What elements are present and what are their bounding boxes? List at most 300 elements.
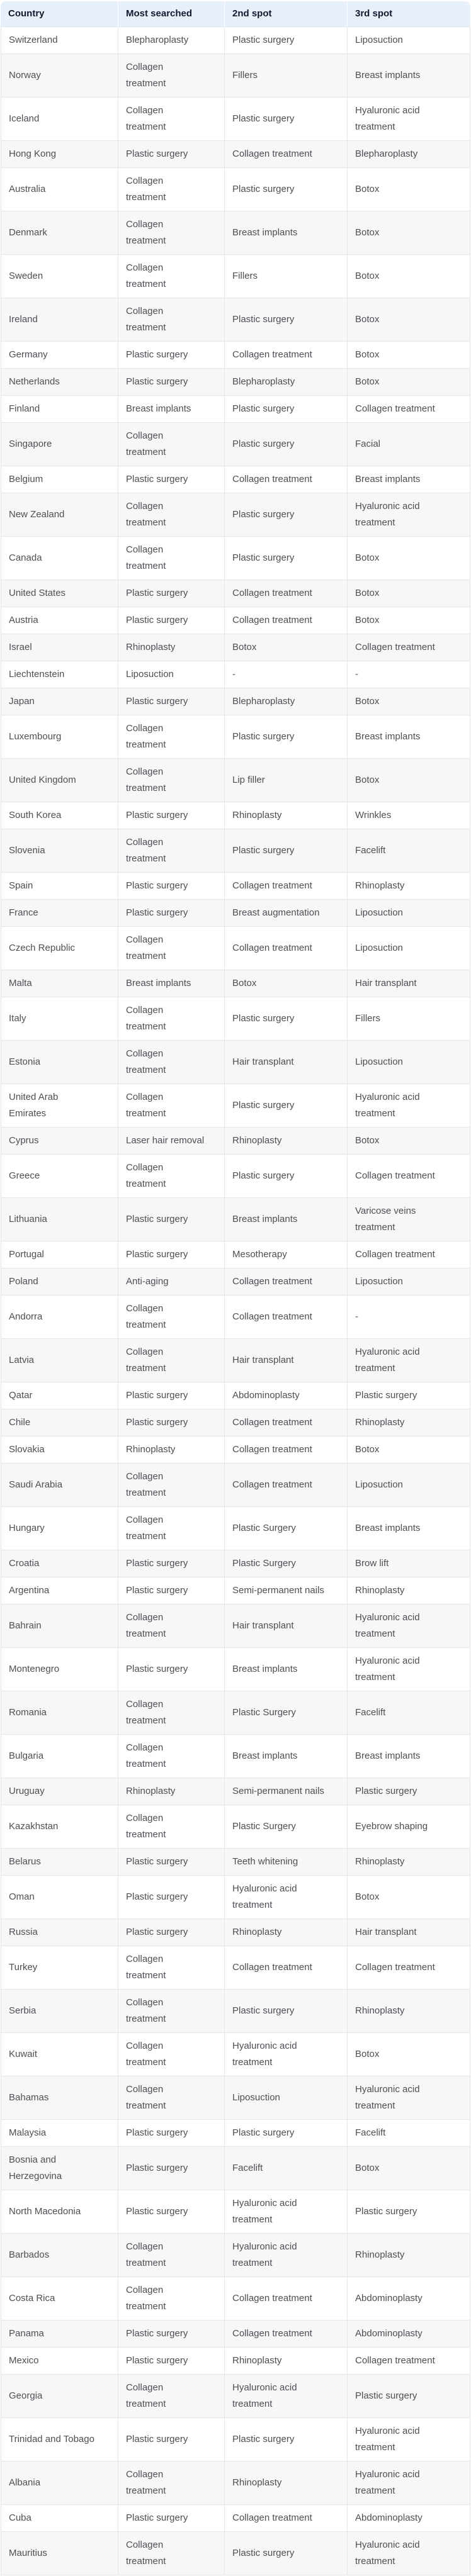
cell-text: Australia	[9, 184, 46, 194]
cell-text: Plastic surgery	[126, 588, 188, 598]
cell-3rd-spot	[348, 2234, 470, 2277]
cell-text: Facelift	[355, 1707, 386, 1718]
table-row	[1, 1084, 470, 1128]
table-row	[1, 98, 470, 141]
cell-text: Plastic surgery	[232, 2548, 295, 2558]
cell-country	[1, 1409, 118, 1436]
cell-3rd-spot	[348, 1241, 470, 1268]
cell-2nd-spot	[225, 98, 348, 141]
cell-3rd-spot	[348, 2033, 470, 2076]
cell-text: Collagen treatment	[126, 837, 166, 864]
cell-text: Collagen treatment	[126, 1813, 166, 1840]
table-row	[1, 1648, 470, 1691]
cell-text: Cuba	[9, 2512, 31, 2523]
cell-text: Liechtenstein	[9, 669, 65, 680]
cell-text: Plastic surgery	[355, 1390, 417, 1401]
cell-3rd-spot	[348, 1876, 470, 1919]
cell-2nd-spot	[225, 927, 348, 970]
cell-country	[1, 2532, 118, 2575]
cell-most-searched	[118, 1778, 225, 1805]
column-header-country	[1, 1, 118, 27]
cell-text: Collagen treatment	[126, 1005, 166, 1032]
cell-text: Breast implants	[355, 1523, 421, 1533]
cell-text: Turkey	[9, 1962, 38, 1973]
cell-country	[1, 2234, 118, 2277]
cell-most-searched	[118, 493, 225, 537]
cell-text: Rhinoplasty	[232, 2355, 282, 2366]
cell-text: Plastic surgery	[126, 148, 188, 159]
cell-text: Blepharoplasty	[232, 376, 295, 387]
cell-most-searched	[118, 1382, 225, 1409]
cell-most-searched	[118, 54, 225, 98]
column-header-label: Most searched	[126, 8, 193, 19]
cell-country	[1, 927, 118, 970]
cell-text: Mesotherapy	[232, 1249, 287, 1260]
table-row	[1, 1691, 470, 1735]
cell-country	[1, 537, 118, 580]
table-row	[1, 661, 470, 688]
cell-text: Plastic surgery	[126, 2163, 188, 2173]
cell-most-searched	[118, 1241, 225, 1268]
cell-3rd-spot	[348, 1778, 470, 1805]
cell-text: Plastic surgery	[355, 2206, 417, 2217]
cell-2nd-spot	[225, 298, 348, 342]
cell-text: Collagen treatment	[232, 880, 312, 891]
cell-text: Facelift	[232, 2163, 263, 2173]
cell-2nd-spot	[225, 1691, 348, 1735]
table-row	[1, 1128, 470, 1155]
cell-text: Plastic surgery	[126, 2434, 188, 2444]
cell-text: Botox	[355, 1444, 380, 1455]
cell-text: Hair transplant	[355, 978, 417, 988]
cell-3rd-spot	[348, 1990, 470, 2033]
procedures-table-container	[1, 1, 470, 2575]
cell-most-searched	[118, 2120, 225, 2147]
cell-text: Plastic surgery	[126, 349, 188, 360]
cell-most-searched	[118, 1198, 225, 1241]
cell-most-searched	[118, 802, 225, 829]
table-row	[1, 342, 470, 369]
table-row	[1, 168, 470, 211]
cell-text: Plastic Surgery	[232, 1558, 296, 1569]
cell-most-searched	[118, 688, 225, 715]
cell-text: Iceland	[9, 113, 40, 124]
table-row	[1, 715, 470, 759]
cell-text: Hair transplant	[232, 1056, 294, 1067]
cell-text: Eyebrow shaping	[355, 1821, 428, 1832]
cell-most-searched	[118, 759, 225, 802]
cell-text: North Macedonia	[9, 2206, 81, 2217]
cell-text: Poland	[9, 1276, 38, 1287]
cell-text: Austria	[9, 615, 38, 625]
cell-text: Collagen treatment	[126, 1612, 166, 1639]
cell-text: Semi-permanent nails	[232, 1786, 324, 1796]
cell-text: Breast implants	[232, 227, 298, 238]
cell-text: Collagen treatment	[126, 262, 166, 289]
cell-3rd-spot	[348, 1550, 470, 1577]
cell-2nd-spot	[225, 1084, 348, 1128]
cell-3rd-spot	[348, 255, 470, 298]
cell-most-searched	[118, 1041, 225, 1084]
cell-2nd-spot	[225, 537, 348, 580]
cell-2nd-spot	[225, 1507, 348, 1550]
table-row	[1, 2147, 470, 2190]
cell-text: Collagen treatment	[126, 2041, 166, 2068]
cell-text: Fillers	[355, 1013, 380, 1024]
cell-text: Collagen treatment	[355, 403, 435, 414]
cell-text: Botox	[355, 376, 380, 387]
table-row	[1, 1464, 470, 1507]
cell-country	[1, 2190, 118, 2234]
cell-2nd-spot	[225, 342, 348, 369]
table-row	[1, 1198, 470, 1241]
cell-text: Cyprus	[9, 1135, 39, 1146]
cell-2nd-spot	[225, 802, 348, 829]
cell-most-searched	[118, 1849, 225, 1876]
cell-3rd-spot	[348, 1849, 470, 1876]
cell-most-searched	[118, 1648, 225, 1691]
cell-3rd-spot	[348, 2505, 470, 2532]
cell-2nd-spot	[225, 1919, 348, 1946]
cell-text: Germany	[9, 349, 48, 360]
cell-text: Plastic surgery	[126, 1558, 188, 1569]
cell-text: Rhinoplasty	[126, 642, 176, 652]
cell-country	[1, 1436, 118, 1464]
cell-text: Breast implants	[232, 1750, 298, 1761]
cell-most-searched	[118, 1268, 225, 1296]
table-row	[1, 1296, 470, 1339]
cell-text: Argentina	[9, 1585, 50, 1596]
cell-text: Wrinkles	[355, 810, 392, 820]
cell-2nd-spot	[225, 1198, 348, 1241]
cell-2nd-spot	[225, 2234, 348, 2277]
cell-country	[1, 607, 118, 634]
cell-text: Plastic surgery	[232, 1100, 295, 1111]
cell-2nd-spot	[225, 1735, 348, 1778]
cell-most-searched	[118, 2418, 225, 2461]
table-row	[1, 1946, 470, 1990]
cell-country	[1, 1550, 118, 1577]
cell-most-searched	[118, 2076, 225, 2120]
cell-2nd-spot	[225, 1382, 348, 1409]
table-row	[1, 1155, 470, 1198]
cell-3rd-spot	[348, 1041, 470, 1084]
cell-text: Singapore	[9, 439, 52, 449]
cell-text: Collagen treatment	[355, 1962, 435, 1973]
cell-most-searched	[118, 1550, 225, 1577]
cell-text: Collagen treatment	[126, 1162, 166, 1189]
cell-3rd-spot	[348, 2190, 470, 2234]
cell-text: Botox	[355, 184, 380, 194]
cell-text: Collagen treatment	[126, 306, 166, 333]
cell-3rd-spot	[348, 688, 470, 715]
cell-2nd-spot	[225, 1409, 348, 1436]
cell-text: Hyaluronic acid treatment	[355, 105, 420, 132]
cell-text: Plastic Surgery	[232, 1523, 296, 1533]
cell-2nd-spot	[225, 2375, 348, 2418]
table-row	[1, 2418, 470, 2461]
cell-text: Rhinoplasty	[232, 810, 282, 820]
table-row	[1, 970, 470, 997]
cell-country	[1, 1849, 118, 1876]
cell-text: Anti-aging	[126, 1276, 169, 1287]
cell-country	[1, 54, 118, 98]
cell-country	[1, 168, 118, 211]
cell-text: Collagen treatment	[126, 2084, 166, 2111]
cell-2nd-spot	[225, 2348, 348, 2375]
cell-text: Georgia	[9, 2390, 43, 2401]
cell-text: Botox	[232, 978, 257, 988]
table-row	[1, 1382, 470, 1409]
cell-text: Denmark	[9, 227, 47, 238]
cell-text: France	[9, 907, 38, 918]
table-row	[1, 1241, 470, 1268]
table-row	[1, 211, 470, 255]
cell-text: Collagen treatment	[232, 2293, 312, 2304]
cell-text: Plastic surgery	[126, 2206, 188, 2217]
cell-text: Qatar	[9, 1390, 33, 1401]
cell-text: Latvia	[9, 1355, 35, 1365]
cell-2nd-spot	[225, 1604, 348, 1648]
cell-text: Plastic surgery	[126, 1856, 188, 1867]
table-row	[1, 1409, 470, 1436]
table-row	[1, 2234, 470, 2277]
cell-text: Lithuania	[9, 1214, 47, 1224]
cell-country	[1, 2120, 118, 2147]
cell-text: Teeth whitening	[232, 1856, 298, 1867]
cell-text: Plastic Surgery	[232, 1707, 296, 1718]
cell-2nd-spot	[225, 688, 348, 715]
cell-most-searched	[118, 927, 225, 970]
cell-text: Plastic surgery	[232, 552, 295, 563]
cell-3rd-spot	[348, 1128, 470, 1155]
cell-most-searched	[118, 298, 225, 342]
cell-text: Greece	[9, 1170, 40, 1181]
cell-most-searched	[118, 1577, 225, 1604]
cell-2nd-spot	[225, 1128, 348, 1155]
cell-2nd-spot	[225, 2076, 348, 2120]
cell-text: Collagen treatment	[126, 1699, 166, 1726]
cell-text: Montenegro	[9, 1664, 60, 1674]
table-row	[1, 1735, 470, 1778]
cell-2nd-spot	[225, 27, 348, 54]
cell-3rd-spot	[348, 2120, 470, 2147]
cell-text: Hair transplant	[232, 1355, 294, 1365]
table-row	[1, 255, 470, 298]
cell-country	[1, 369, 118, 396]
cell-2nd-spot	[225, 255, 348, 298]
cell-text: Plastic surgery	[232, 439, 295, 449]
cell-2nd-spot	[225, 1550, 348, 1577]
cell-text: Plastic surgery	[232, 731, 295, 742]
cell-2nd-spot	[225, 1946, 348, 1990]
cell-3rd-spot	[348, 2532, 470, 2575]
table-row	[1, 759, 470, 802]
cell-text: Botox	[355, 588, 380, 598]
cell-2nd-spot	[225, 1268, 348, 1296]
table-row	[1, 927, 470, 970]
cell-most-searched	[118, 2348, 225, 2375]
cell-country	[1, 1296, 118, 1339]
cell-text: Plastic surgery	[126, 474, 188, 484]
cell-country	[1, 1268, 118, 1296]
cell-text: Hyaluronic acid treatment	[232, 2382, 297, 2409]
table-row	[1, 396, 470, 423]
cell-country	[1, 1735, 118, 1778]
cell-text: Breast implants	[355, 1750, 421, 1761]
procedures-table	[1, 1, 470, 2575]
cell-text: Plastic surgery	[126, 1585, 188, 1596]
cell-most-searched	[118, 2234, 225, 2277]
cell-text: Plastic surgery	[126, 907, 188, 918]
cell-2nd-spot	[225, 2277, 348, 2321]
cell-2nd-spot	[225, 2418, 348, 2461]
table-row	[1, 688, 470, 715]
cell-country	[1, 2418, 118, 2461]
cell-text: Plastic surgery	[126, 2512, 188, 2523]
cell-3rd-spot	[348, 580, 470, 607]
cell-text: Breast augmentation	[232, 907, 320, 918]
cell-text: Hong Kong	[9, 148, 57, 159]
cell-text: Collagen treatment	[232, 943, 312, 953]
cell-text: Breast implants	[232, 1664, 298, 1674]
cell-most-searched	[118, 396, 225, 423]
cell-3rd-spot	[348, 927, 470, 970]
cell-country	[1, 396, 118, 423]
cell-3rd-spot	[348, 1436, 470, 1464]
cell-text: Belarus	[9, 1856, 41, 1867]
cell-2nd-spot	[225, 1241, 348, 1268]
cell-text: Plastic surgery	[126, 1417, 188, 1428]
header-row	[1, 1, 470, 27]
cell-text: Hair transplant	[232, 1620, 294, 1631]
cell-country	[1, 98, 118, 141]
cell-text: Mauritius	[9, 2548, 47, 2558]
cell-text: Czech Republic	[9, 943, 76, 953]
cell-2nd-spot	[225, 1990, 348, 2033]
cell-2nd-spot	[225, 396, 348, 423]
table-row	[1, 2076, 470, 2120]
cell-text: Collagen treatment	[126, 1048, 166, 1075]
cell-2nd-spot	[225, 369, 348, 396]
cell-text: Collagen treatment	[126, 62, 166, 89]
cell-text: Andorra	[9, 1311, 43, 1322]
cell-text: Collagen treatment	[126, 766, 166, 793]
cell-country	[1, 1041, 118, 1084]
cell-text: Blepharoplasty	[232, 696, 295, 707]
cell-country	[1, 2321, 118, 2348]
cell-2nd-spot	[225, 2505, 348, 2532]
cell-text: Ireland	[9, 314, 38, 325]
cell-3rd-spot	[348, 211, 470, 255]
cell-country	[1, 1778, 118, 1805]
cell-2nd-spot	[225, 1041, 348, 1084]
cell-text: Hyaluronic acid treatment	[355, 2084, 420, 2111]
cell-text: Botox	[355, 271, 380, 281]
cell-text: Finland	[9, 403, 40, 414]
cell-text: Botox	[355, 314, 380, 325]
cell-text: Hyaluronic acid treatment	[355, 1612, 420, 1639]
cell-text: Plastic surgery	[126, 2127, 188, 2138]
cell-most-searched	[118, 634, 225, 661]
cell-text: Collagen treatment	[126, 1471, 166, 1498]
cell-3rd-spot	[348, 1268, 470, 1296]
cell-text: Abdominoplasty	[355, 2293, 423, 2304]
cell-country	[1, 1691, 118, 1735]
cell-text: Liposuction	[355, 1479, 403, 1490]
cell-most-searched	[118, 2375, 225, 2418]
cell-text: Plastic surgery	[126, 376, 188, 387]
cell-2nd-spot	[225, 1296, 348, 1339]
cell-most-searched	[118, 98, 225, 141]
cell-3rd-spot	[348, 168, 470, 211]
cell-text: Spain	[9, 880, 33, 891]
cell-most-searched	[118, 580, 225, 607]
cell-country	[1, 1577, 118, 1604]
table-row	[1, 873, 470, 900]
cell-text: Collagen treatment	[126, 1092, 166, 1119]
cell-country	[1, 2076, 118, 2120]
cell-text: Plastic surgery	[232, 403, 295, 414]
cell-country	[1, 580, 118, 607]
cell-text: Kazakhstan	[9, 1821, 59, 1832]
table-row	[1, 1436, 470, 1464]
cell-3rd-spot	[348, 98, 470, 141]
cell-text: United Kingdom	[9, 775, 76, 785]
cell-country	[1, 1604, 118, 1648]
cell-most-searched	[118, 466, 225, 493]
cell-most-searched	[118, 211, 225, 255]
cell-text: Collagen treatment	[232, 2328, 312, 2339]
cell-country	[1, 634, 118, 661]
cell-2nd-spot	[225, 466, 348, 493]
cell-text: Plastic surgery	[126, 1390, 188, 1401]
table-row	[1, 2277, 470, 2321]
cell-country	[1, 2348, 118, 2375]
cell-text: Lip filler	[232, 775, 265, 785]
cell-2nd-spot	[225, 997, 348, 1041]
cell-text: Rhinoplasty	[355, 1856, 405, 1867]
cell-2nd-spot	[225, 2321, 348, 2348]
cell-text: Liposuction	[355, 907, 403, 918]
cell-most-searched	[118, 900, 225, 927]
table-row	[1, 423, 470, 466]
cell-text: Abdominoplasty	[355, 2512, 423, 2523]
cell-text: Rhinoplasty	[355, 1417, 405, 1428]
cell-text: Collagen treatment	[126, 723, 166, 750]
table-row	[1, 2321, 470, 2348]
cell-3rd-spot	[348, 997, 470, 1041]
cell-text: Rhinoplasty	[126, 1786, 176, 1796]
table-row	[1, 1041, 470, 1084]
cell-most-searched	[118, 1128, 225, 1155]
cell-text: Liposuction	[355, 1056, 403, 1067]
cell-text: Botox	[355, 775, 380, 785]
cell-text: Plastic surgery	[126, 2328, 188, 2339]
cell-text: Collagen treatment	[126, 1997, 166, 2024]
cell-text: Rhinoplasty	[355, 880, 405, 891]
table-row	[1, 2461, 470, 2505]
cell-3rd-spot	[348, 1084, 470, 1128]
cell-text: Plastic surgery	[232, 509, 295, 520]
cell-text: Hyaluronic acid treatment	[355, 1347, 420, 1374]
cell-3rd-spot	[348, 2147, 470, 2190]
cell-text: Malta	[9, 978, 32, 988]
cell-text: Collagen treatment	[232, 1276, 312, 1287]
cell-text: Rhinoplasty	[232, 1135, 282, 1146]
table-row	[1, 1550, 470, 1577]
cell-text: Plastic surgery	[126, 1249, 188, 1260]
